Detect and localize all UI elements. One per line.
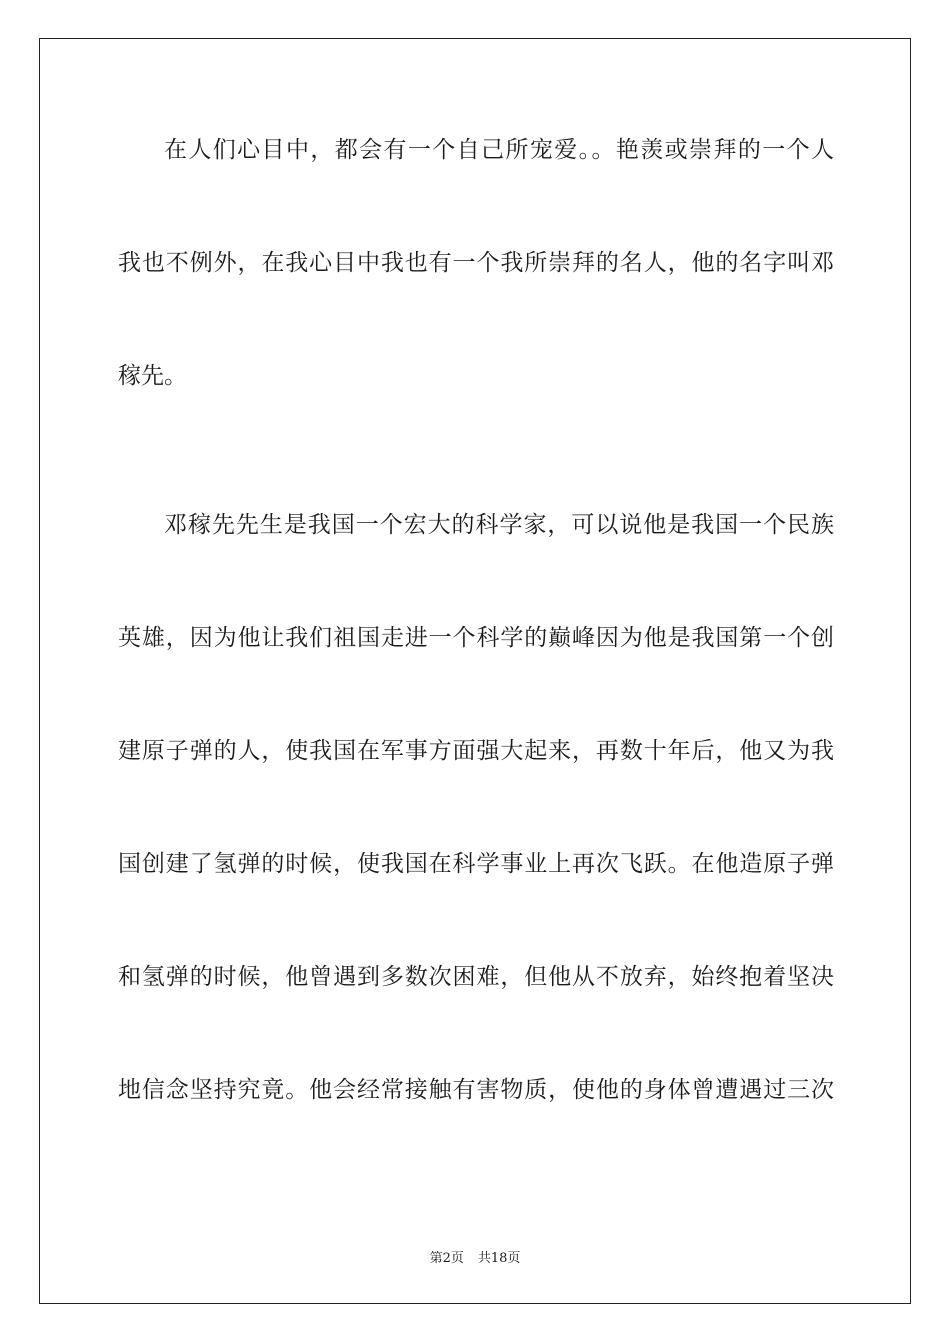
page-number: 第2页 [429, 1251, 464, 1266]
text-line: 我也不例外，在我心目中我也有一个我所崇拜的名人，他的名字叫邓 [118, 250, 834, 276]
text-line: 地信念坚持究竟。他会经常接触有害物质，使他的身体曾遭遇过三次 [118, 1077, 834, 1103]
page-footer [0, 1247, 950, 1266]
text-line: 国创建了氢弹的时候，使我国在科学事业上再次飞跃。在他造原子弹 [118, 851, 834, 877]
text-line: 建原子弹的人，使我国在军事方面强大起来，再数十年后，他又为我 [118, 738, 834, 764]
text-line: 邓稼先先生是我国一个宏大的科学家，可以说他是我国一个民族 [164, 512, 834, 538]
text-line: 在人们心目中，都会有一个自己所宠爱。。艳羡或崇拜的一个人 [164, 137, 834, 163]
page-border [39, 38, 911, 1304]
page-total: 共18页 [477, 1251, 521, 1266]
text-line: 英雄，因为他让我们祖国走进一个科学的巅峰因为他是我国第一个创 [118, 625, 834, 651]
text-line: 和氢弹的时候，他曾遇到多数次困难，但他从不放弃，始终抱着坚决 [118, 964, 834, 990]
text-line: 稼先。 [118, 363, 187, 389]
